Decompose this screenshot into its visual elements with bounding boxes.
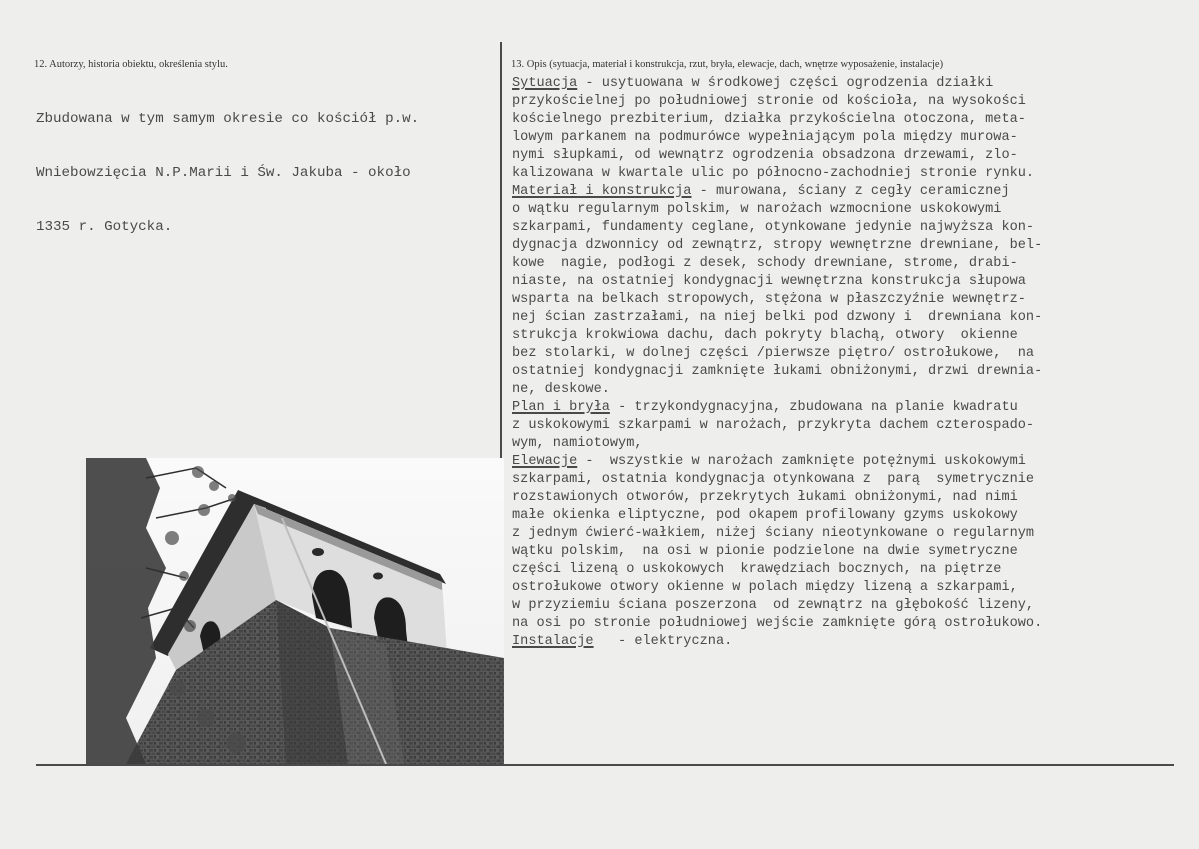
- section-13-line-text: nymi słupkami, od wewnątrz ogrodzenia obsadzona drzewami, zlo-: [512, 148, 1018, 163]
- section-13-line-text: szkarpami, fundamenty ceglane, otynkowane jedynie najwyższa kon-: [512, 220, 1035, 235]
- section-13-line-text: - usytuowana w środkowej części ogrodzenia działki: [577, 76, 994, 91]
- section-13-line-text: niaste, na ostatniej kondygnacji wewnętrzna konstrukcja słupowa: [512, 274, 1026, 289]
- section-13-line-text: kowe nagie, podłogi z desek, schody drewniane, strome, drabi-: [512, 256, 1018, 271]
- subsection-title: Plan i bryła: [512, 400, 610, 415]
- section-13-line-text: strukcja krokwiowa dachu, dach pokryty blachą, otwory okienne: [512, 328, 1018, 343]
- section-13-line-text: wsparta na belkach stropowych, stężona w płaszczyźnie wewnętrz-: [512, 292, 1026, 307]
- section-13-line-text: nej ścian zastrzałami, na niej belki pod dzwony i drewniana kon-: [512, 310, 1043, 325]
- section-13-line-text: rozstawionych otworów, przekrytych łukami obniżonymi, nad nimi: [512, 490, 1018, 505]
- section-13-line-text: przykościelnej po południowej stronie od kościoła, na wysokości: [512, 94, 1026, 109]
- section-13-line: [512, 597, 1042, 615]
- section-13-line: [512, 363, 1042, 381]
- section-12-text: [36, 74, 419, 272]
- section-13-line: [512, 579, 1042, 597]
- section-13-line-text: lowym parkanem na podmurówce wypełniającym pola między murowa-: [512, 130, 1018, 145]
- section-13-line: [512, 561, 1042, 579]
- section-13-line: [512, 93, 1042, 111]
- section-13-line-text: ostatniej kondygnacji zamknięte łukami obniżonymi, drzwi drewnia-: [512, 364, 1043, 379]
- section-12-line: Wniebowzięcia N.P.Marii i Św. Jakuba - około: [36, 165, 411, 181]
- section-13-line: [512, 255, 1042, 273]
- section-13-line: [512, 435, 1042, 453]
- section-13-line-text: ostrołukowe otwory okienne w polach między lizeną a szkarpami,: [512, 580, 1018, 595]
- section-12-line: 1335 r. Gotycka.: [36, 219, 173, 235]
- section-13-line-text: kalizowana w kwartale ulic po północno-zachodniej stronie rynku.: [512, 166, 1035, 181]
- section-13-line: [512, 129, 1042, 147]
- subsection-title: Instalacje: [512, 634, 594, 649]
- section-13-line-text: - wszystkie w narożach zamknięte potężnymi uskokowymi: [577, 454, 1026, 469]
- section-13-line: [512, 291, 1042, 309]
- section-13-line: [512, 489, 1042, 507]
- section-13-line-text: - elektryczna.: [593, 634, 733, 649]
- section-13-line: [512, 525, 1042, 543]
- section-12-heading: 12. Autorzy, historia obiektu, określenia stylu.: [34, 59, 228, 70]
- section-13-line-text: ne, deskowe.: [512, 382, 610, 397]
- section-13-line: [512, 381, 1042, 399]
- section-13-line: [512, 507, 1042, 525]
- section-13-heading: 13. Opis (sytuacja, materiał i konstrukcja, rzut, bryła, elewacje, dach, wnętrze wyposażenie, instalacje): [511, 59, 944, 70]
- section-13-line: [512, 75, 1042, 93]
- section-13-line: [512, 273, 1042, 291]
- section-13-line: [512, 327, 1042, 345]
- section-13-line: [512, 165, 1042, 183]
- section-13-line-text: części lizeną o uskokowych krawędziach bocznych, na piętrze: [512, 562, 1002, 577]
- section-13-line: [512, 543, 1042, 561]
- section-13-line: [512, 399, 1042, 417]
- section-13-line-text: - trzykondygnacyjna, zbudowana na planie kwadratu: [609, 400, 1018, 415]
- section-13-line-text: bez stolarki, w dolnej części /pierwsze piętro/ ostrołukowe, na: [512, 346, 1035, 361]
- section-13-line: [512, 309, 1042, 327]
- section-13-text: [512, 75, 1042, 651]
- section-13-line-text: na osi po stronie południowej wejście zamknięte górą ostrołukowo.: [512, 616, 1043, 631]
- section-13-line: [512, 183, 1042, 201]
- section-13-line-text: wątku polskim, na osi w pionie podzielone na dwie symetryczne: [512, 544, 1018, 559]
- section-13-line: [512, 345, 1042, 363]
- section-13-line-text: wym, namiotowym,: [512, 436, 643, 451]
- section-13-line-text: o wątku regularnym polskim, w narożach wzmocnione uskokowymi: [512, 202, 1002, 217]
- section-13-line-text: dygnacja dzwonnicy od zewnątrz, stropy wewnętrzne drewniane, bel-: [512, 238, 1043, 253]
- section-13-line: [512, 471, 1042, 489]
- subsection-title: Sytuacja: [512, 76, 578, 91]
- section-13-line-text: małe okienka eliptyczne, pod okapem profilowany gzyms uskokowy: [512, 508, 1018, 523]
- section-13-line: [512, 219, 1042, 237]
- section-13-line-text: kościelnego prezbiterium, działka przykościelna otoczona, meta-: [512, 112, 1026, 127]
- section-13-line: [512, 615, 1042, 633]
- section-13-line-text: z jednym ćwierć-wałkiem, niżej ściany nieotynkowane o regularnym: [512, 526, 1035, 541]
- subsection-title: Materiał i konstrukcja: [512, 184, 692, 199]
- section-13-line-text: szkarpami, ostatnia kondygnacja otynkowana z parą symetrycznie: [512, 472, 1035, 487]
- section-13-line: [512, 111, 1042, 129]
- bottom-rule: [36, 764, 1174, 766]
- section-13-line: [512, 453, 1042, 471]
- subsection-title: Elewacje: [512, 454, 578, 469]
- belfry-photo-image: [86, 458, 504, 764]
- section-13-line-text: - murowana, ściany z cegły ceramicznej: [691, 184, 1010, 199]
- section-13-line-text: z uskokowymi szkarpami w narożach, przykryta dachem czterospado-: [512, 418, 1035, 433]
- section-13-line: [512, 417, 1042, 435]
- section-13-line-text: w przyziemiu ściana poszerzona od zewnątrz na głębokość lizeny,: [512, 598, 1035, 613]
- section-13-line: [512, 237, 1042, 255]
- section-13-line: [512, 201, 1042, 219]
- section-12-line: Zbudowana w tym samym okresie co kościół p.w.: [36, 111, 420, 127]
- section-13-line: [512, 633, 1042, 651]
- belfry-photo: [86, 458, 504, 764]
- section-13-line: [512, 147, 1042, 165]
